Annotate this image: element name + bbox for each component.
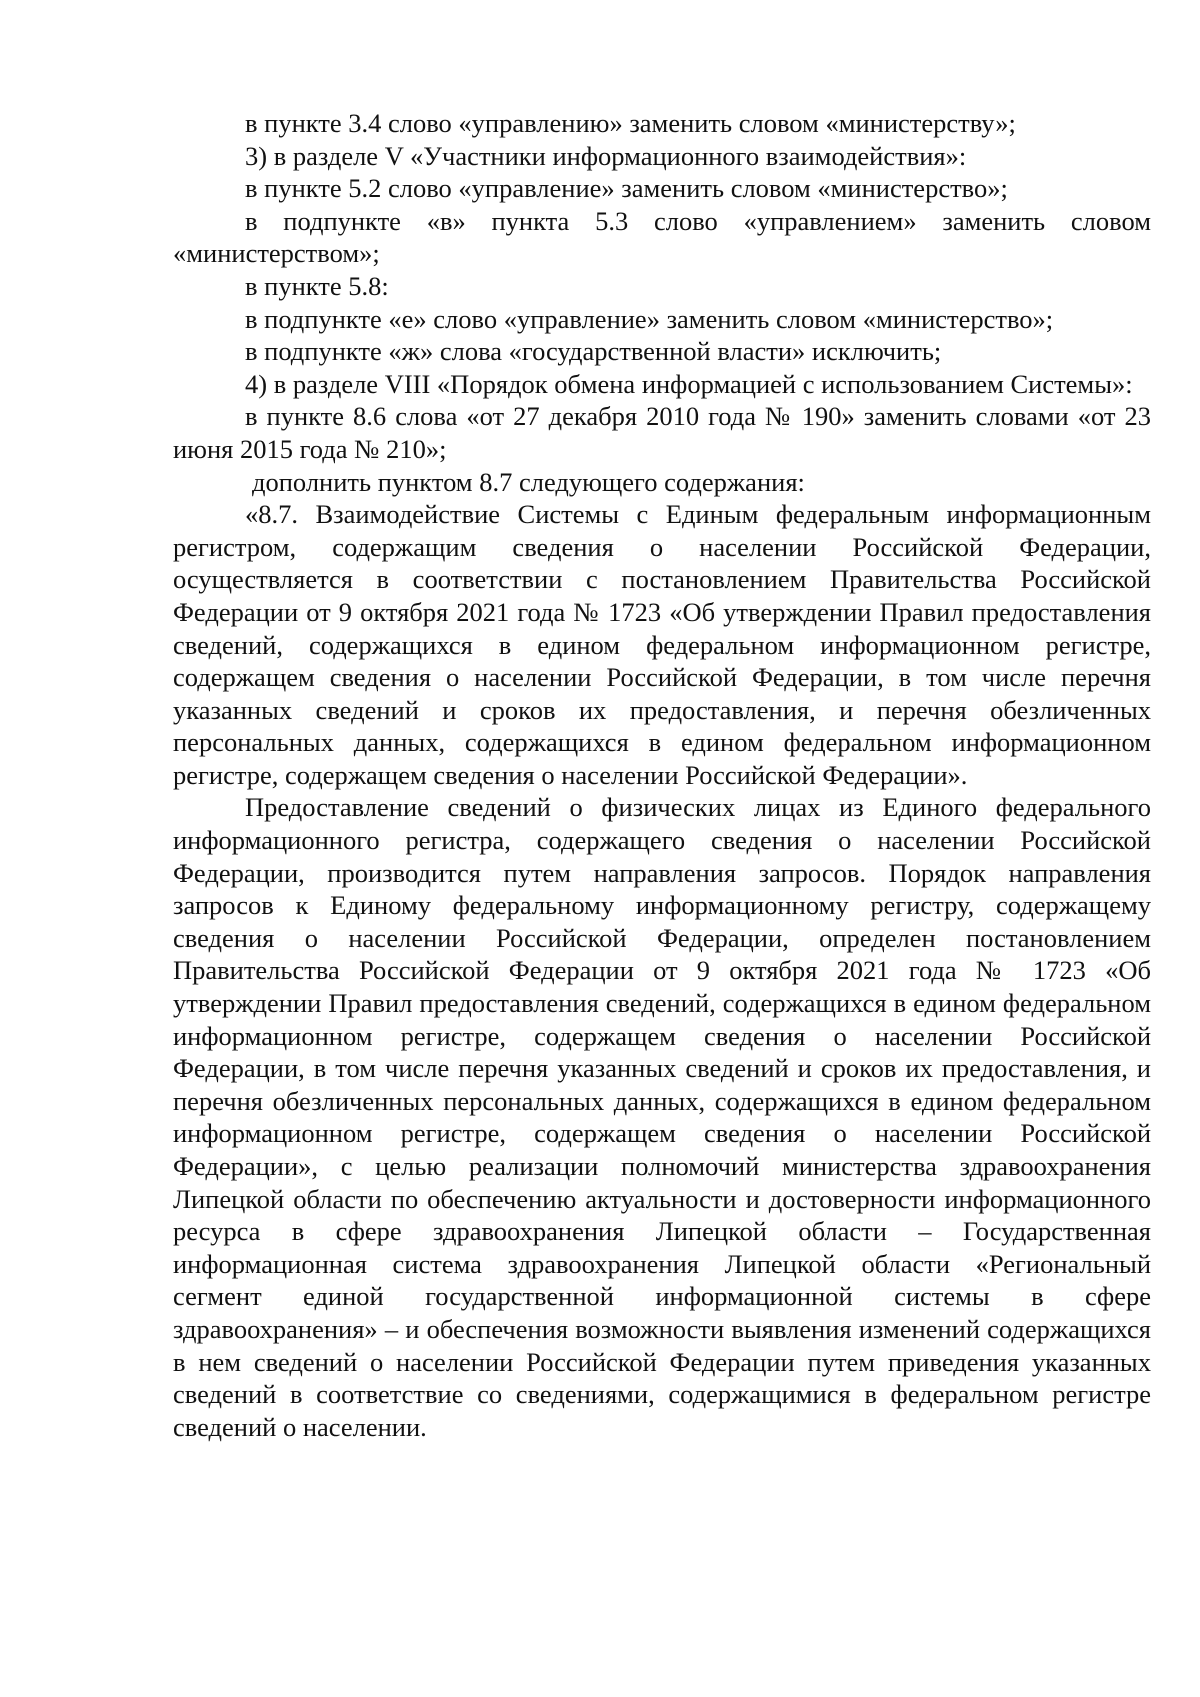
document-page (173, 107, 1151, 1443)
paragraph-item-8-7-text: «8.7. Взаимодействие Системы с Единым федеральным информационным регистром, содержащим сведения о населении Российской Федерации, осуществляется в соответствии с постановлением Правительства Российской Федерации от 9 октября 2021 года № 1723 «Об утверждении Правил предоставления сведений, содержащихся в едином федеральном информационном регистре, содержащем сведения о населении Российской Федерации, в том числе перечня указанных сведений и сроков их предоставления, и перечня обезличенных персональных данных, содержащихся в едином федеральном информационном регистре, содержащем сведения о населении Российской Федерации». (173, 499, 1151, 790)
paragraph-item-3-4: в пункте 3.4 слово «управлению» заменить словом «министерству»; (245, 108, 1016, 138)
paragraph-item-5-2: в пункте 5.2 слово «управление» заменить словом «министерство»; (245, 173, 1008, 204)
paragraph-subitem-zh: в подпункте «ж» слова «государственной власти» исключить; (245, 336, 942, 367)
paragraph-item-5-3: в подпункте «в» пункта 5.3 слово «управлением» заменить словом «министерством»; (173, 205, 1151, 269)
paragraph-section-v: 3) в разделе V «Участники информационного взаимодействия»: (245, 140, 967, 171)
paragraph-provision-of-data: Предоставление сведений о физических лицах из Единого федерального информационного регистра, содержащего сведения о населении Российской Федерации, производится путем направления запросов. Порядок направления запросов к Единому федеральному информационному регистру, содержащему сведения о населении Российской Федерации, определен постановлением Правительства Российской Федерации от 9 октября 2021 года № 1723 «Об утверждении Правил предоставления сведений, содержащихся в едином федеральном информационном регистре, содержащем сведения о населении Российской Федерации, в том числе перечня указанных сведений и сроков их предоставления, и перечня обезличенных персональных данных, содержащихся в едином федеральном информационном регистре, содержащем сведения о населении Российской Федерации», с целью реализации полномочий министерства здравоохранения Липецкой области по обеспечению актуальности и достоверности информационного ресурса в сфере здравоохранения Липецкой области – Государственная информационная система здравоохранения Липецкой области «Региональный сегмент единой государственной информационной системы в сфере здравоохранения» – и обеспечения возможности выявления изменений содержащихся в нем сведений о населении Российской Федерации путем приведения указанных сведений в соответствие со сведениями, содержащимися в федеральном регистре сведений о населении. (173, 792, 1151, 1442)
paragraph-item-8-6: в пункте 8.6 слова «от 27 декабря 2010 года № 190» заменить словами «от 23 июня 2015 года № 210»; (173, 401, 1151, 464)
paragraph-section-viii: 4) в разделе VIII «Порядок обмена информацией с использованием Системы»: (245, 368, 1133, 399)
paragraph-add-8-7: дополнить пунктом 8.7 следующего содержания: (252, 466, 805, 497)
paragraph-subitem-e: в подпункте «е» слово «управление» заменить словом «министерство»; (245, 303, 1054, 334)
paragraph-item-5-8: в пункте 5.8: (245, 270, 389, 301)
